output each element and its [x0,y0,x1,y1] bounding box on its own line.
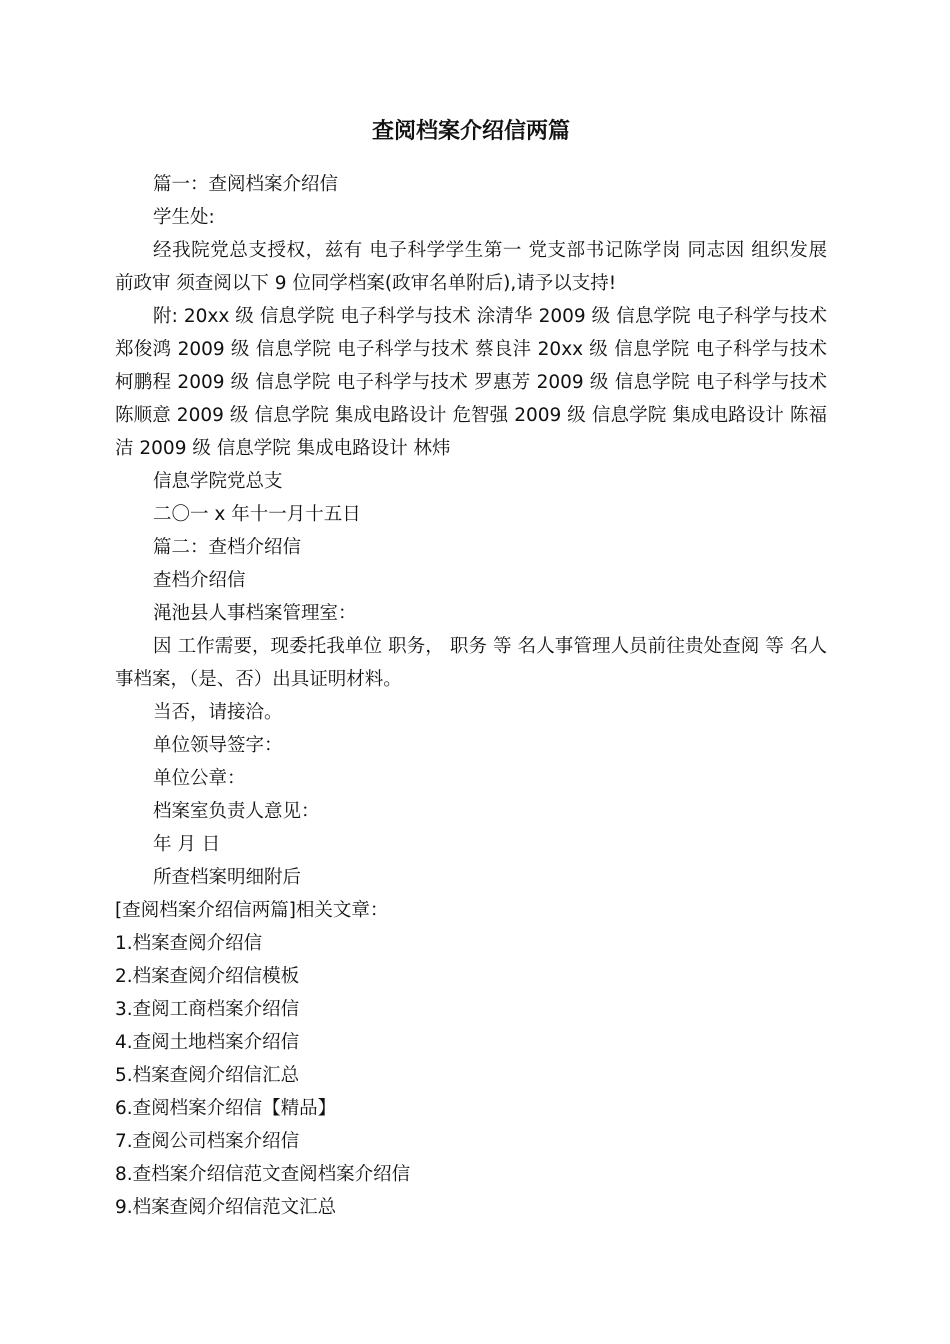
part1-heading: 篇一：查阅档案介绍信 [153,174,339,195]
related-item: 4.查阅土地档案介绍信 [115,1032,300,1053]
part2-heading: 篇二：查档介绍信 [153,537,302,558]
related-item: 9.档案查阅介绍信范文汇总 [115,1197,337,1218]
part2-body: 因 工作需要，现委托我单位 职务， 职务 等 名人事管理人员前往贵处查阅 等 名人事档案，（是、否）出具证明材料。 [115,636,827,690]
part2-subtitle: 查档介绍信 [153,570,246,591]
part2-archive-opinion: 档案室负责人意见： [153,801,320,822]
part1-body: 经我院党总支授权，兹有 电子科学学生第一 党支部书记陈学岗 同志因 组织发展 前政审 须查阅以下 9 位同学档案(政审名单附后),请予以支持! [115,240,827,294]
part2-seal: 单位公章： [153,768,246,789]
related-item: 3.查阅工商档案介绍信 [115,999,300,1020]
related-heading: [查阅档案介绍信两篇]相关文章： [115,900,389,921]
document-page [115,112,827,1224]
related-item: 7.查阅公司档案介绍信 [115,1131,300,1152]
part2-leader-sign: 单位领导签字： [153,735,283,756]
part2-closing: 当否，请接洽。 [153,702,283,723]
related-item: 5.档案查阅介绍信汇总 [115,1065,300,1086]
related-item: 8.查档案介绍信范文查阅档案介绍信 [115,1164,411,1185]
part1-addressee: 学生处: [153,207,215,228]
part2-addressee: 渑池县人事档案管理室： [153,603,357,624]
part1-appendix: 附: 20xx 级 信息学院 电子科学与技术 涂清华 2009 级 信息学院 电子科学与技术 郑俊鸿 2009 级 信息学院 电子科学与技术 蔡良沣 20xx 级 信息学院 电子科学与技术 柯鹏程 2009 级 信息学院 电子科学与技术 罗惠芳 2009 级 信息学院 电子科学与技术 陈顺意 2009 级 信息学院 集成电路设计 危智强 2009 级 信息学院 集成电路设计 陈福洁 2009 级 信息学院 集成电路设计 林炜 [115,306,827,459]
related-item: 2.档案查阅介绍信模板 [115,966,300,987]
document-title: 查阅档案介绍信两篇 [371,119,570,144]
part2-attachment-note: 所查档案明细附后 [153,867,302,888]
related-item: 1.档案查阅介绍信 [115,933,263,954]
part1-signature: 信息学院党总支 [153,471,283,492]
related-item: 6.查阅档案介绍信【精品】 [115,1098,337,1119]
part2-date-line: 年 月 日 [153,834,221,855]
part1-date: 二〇一 x 年十一月十五日 [153,504,361,525]
